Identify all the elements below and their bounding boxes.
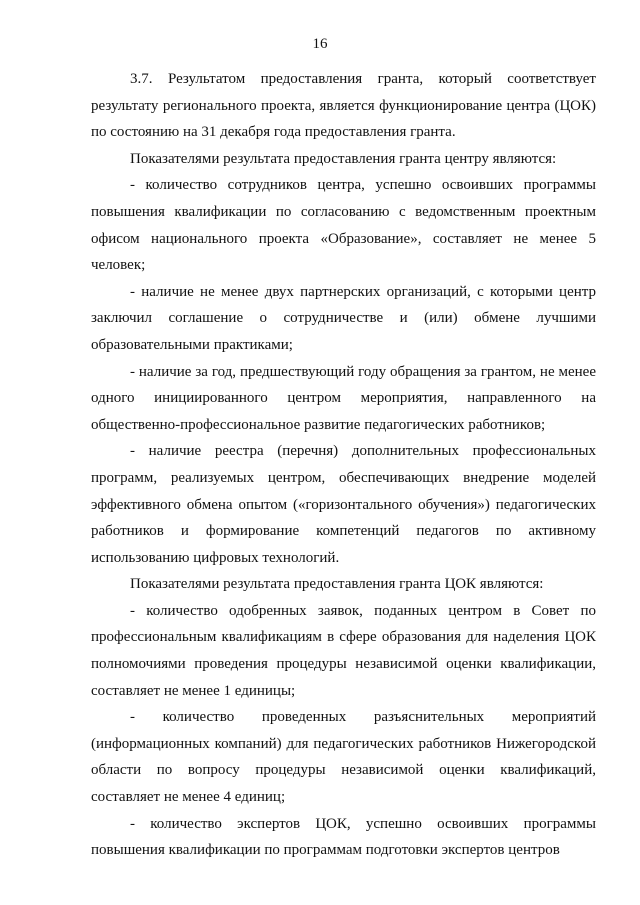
paragraph-center-indicator-registry: - наличие реестра (перечня) дополнительных профессиональных программ, реализуемых центром, обеспечивающих внедрение моделей эффективного обмена опытом («горизонтального обучения») педагогических работников и формирование компетенций педагогов по активному использованию цифровых технологий. bbox=[91, 443, 596, 566]
paragraph-center-indicator-staff: - количество сотрудников центра, успешно освоивших программы повышения квалификации по согласованию с ведомственным проектным офисом национального проекта «Образование», составляет не менее 5 человек; bbox=[91, 177, 596, 274]
paragraph-center-indicators-heading: Показателями результата предоставления гранта центру являются: bbox=[130, 150, 557, 167]
paragraph-cok-indicators-heading: Показателями результата предоставления гранта ЦОК являются: bbox=[130, 576, 544, 593]
paragraph-center-indicator-events: - наличие за год, предшествующий году обращения за грантом, не менее одного инициированного центром мероприятия, направленного на общественно-профессиональное развитие педагогических работников; bbox=[91, 363, 596, 433]
page-number: 16 bbox=[312, 36, 328, 52]
paragraph-cok-indicator-applications: - количество одобренных заявок, поданных центром в Совет по профессиональным квалификациям в сфере образования для наделения ЦОК полномочиями проведения процедуры независимой оценки квалификации, составляет не менее 1 единицы; bbox=[91, 602, 596, 699]
document-body bbox=[91, 66, 596, 864]
paragraph-center-indicator-partners: - наличие не менее двух партнерских организаций, с которыми центр заключил соглашение о сотрудничестве и (или) обмене лучшими образовательными практиками; bbox=[91, 283, 596, 353]
paragraph-3-7: 3.7. Результатом предоставления гранта, который соответствует результату регионального проекта, является функционирование центра (ЦОК) по состоянию на 31 декабря года предоставления гранта. bbox=[91, 71, 596, 141]
paragraph-cok-indicator-outreach: - количество проведенных разъяснительных мероприятий (информационных компаний) для педагогических работников Нижегородской области по вопросу процедуры независимой оценки квалификаций, составляет не менее 4 единиц; bbox=[91, 709, 596, 806]
paragraph-cok-indicator-experts: - количество экспертов ЦОК, успешно освоивших программы повышения квалификации по программам подготовки экспертов центров bbox=[91, 815, 596, 859]
